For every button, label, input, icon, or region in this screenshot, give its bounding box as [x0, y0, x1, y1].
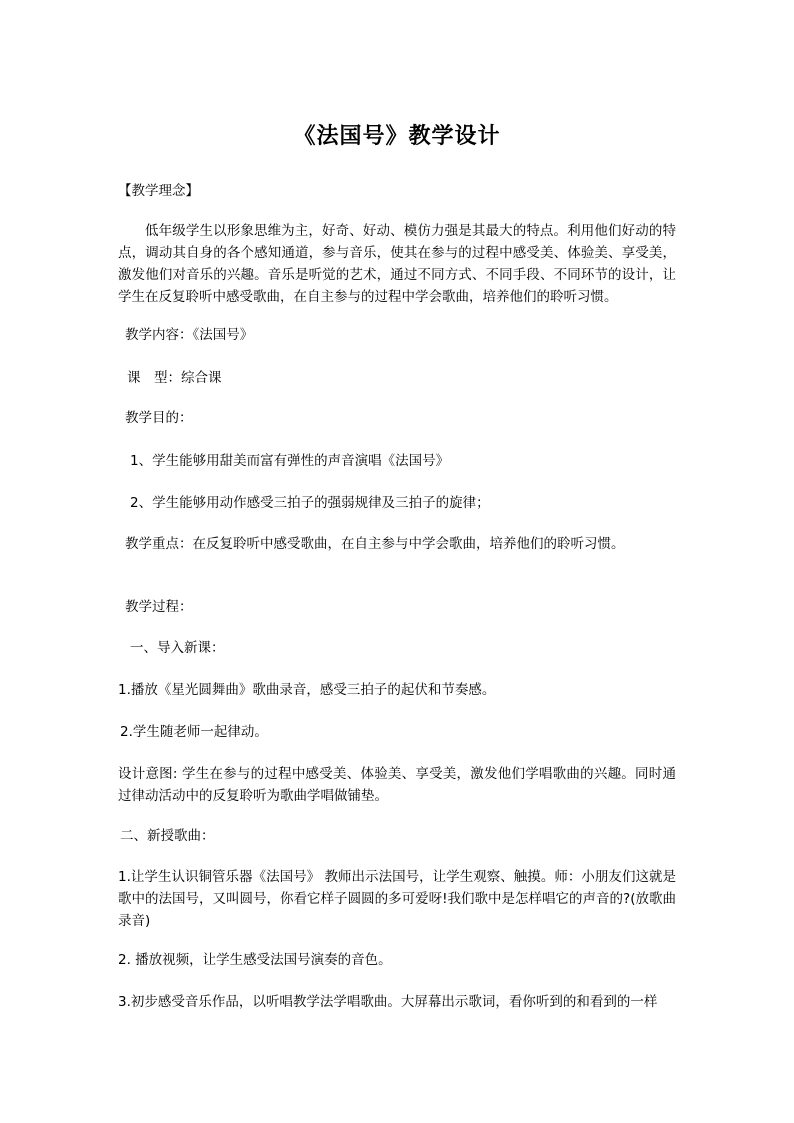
step-2-2: 2. 播放视频，让学生感受法国号演奏的音色。 [118, 952, 392, 968]
step-2-3: 3.初步感受音乐作品，以听唱教学法学唱歌曲。大屏幕出示歌词，看你听到的和看到的一样 [118, 994, 658, 1010]
section-2-heading: 二、新授歌曲： [120, 828, 215, 844]
step-1-2: 2.学生随老师一起律动。 [120, 724, 268, 740]
design-intent: 设计意图: 学生在参与的过程中感受美、体验美、享受美，激发他们学唱歌曲的兴趣。同时通过律动活动中的反复聆听为歌曲学唱做铺垫。 [118, 766, 676, 804]
concept-paragraph: 低年级学生以形象思维为主，好奇、好动、模仿力强是其最大的特点。利用他们好动的特点，调动其自身的各个感知通道，参与音乐，使其在参与的过程中感受美、体验美、享受美，激发他们对音乐的兴趣。音乐是听觉的艺术，通过不同方式、不同手段、不同环节的设计，让学生在反复聆听中感受歌曲，在自主参与的过程中学会歌曲，培养他们的聆听习惯。 [118, 223, 676, 305]
goal-heading: 教学目的： [125, 410, 193, 426]
goal-item-2: 2、学生能够用动作感受三拍子的强弱规律及三拍子的旋律； [130, 495, 490, 511]
step-1-1: 1.播放《星光圆舞曲》歌曲录音，感受三拍子的起伏和节奏感。 [118, 682, 496, 698]
type-line: 课 型：综合课 [127, 370, 222, 386]
goal-item-1: 1、学生能够用甜美而富有弹性的声音演唱《法国号》 [130, 453, 450, 469]
key-point: 教学重点：在反复聆听中感受歌曲，在自主参与中学会歌曲，培养他们的聆听习惯。 [125, 536, 625, 552]
process-heading: 教学过程： [125, 599, 193, 615]
concept-heading: 【教学理念】 [118, 183, 199, 199]
document-title: 《法国号》教学设计 [293, 124, 501, 149]
content-line: 教学内容：《法国号》 [125, 327, 254, 343]
section-1-heading: 一、导入新课： [130, 640, 225, 656]
step-2-1: 1.让学生认识铜管乐器《法国号》 教师出示法国号，让学生观察、触摸。师：小朋友们这就是歌中的法国号，又叫圆号，你看它样子圆圆的多可爱呀!我们歌中是怎样唱它的声音的?(放歌曲录音) [118, 869, 676, 929]
